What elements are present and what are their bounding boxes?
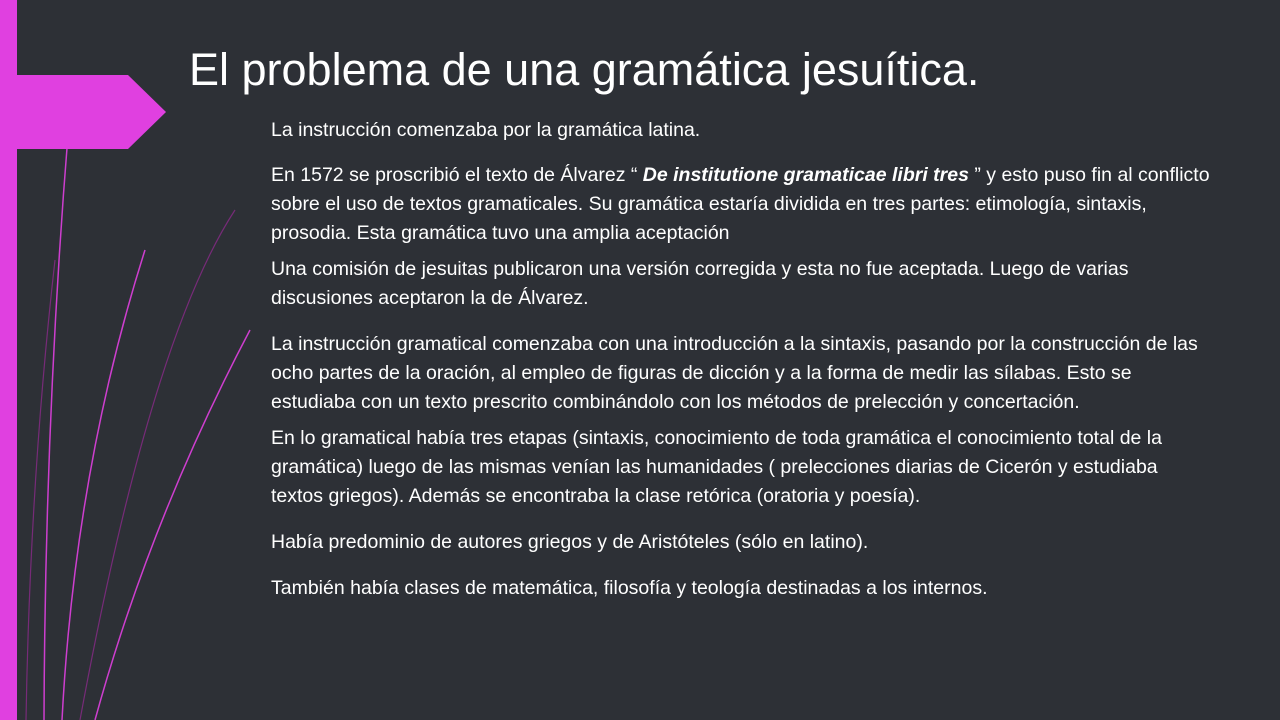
accent-bar bbox=[0, 0, 17, 720]
accent-line bbox=[62, 250, 145, 720]
paragraph: También había clases de matemática, filosofía y teología destinadas a los internos. bbox=[271, 577, 988, 599]
accent-line bbox=[44, 135, 68, 720]
slide-body bbox=[271, 116, 1211, 610]
accent-line bbox=[80, 210, 235, 720]
book-title-emphasis: De institutione gramaticae libri tres bbox=[642, 164, 969, 186]
paragraph-text: En 1572 se proscribió el texto de Álvarez “ bbox=[271, 164, 643, 186]
paragraph bbox=[271, 161, 1211, 248]
paragraph: En lo gramatical había tres etapas (sintaxis, conocimiento de toda gramática el conocimiento total de la gramática) luego de las mismas venían las humanidades ( prelecciones diarias de Cicerón y estudiaba textos griegos). Además se encontraba la clase retórica (oratoria y poesía). bbox=[271, 427, 1162, 507]
paragraph-text: ” y esto puso fin al conflicto sobre el uso de textos gramaticales. Su gramática estaría dividida en tres partes: etimología, sintaxis, prosodia. Esta gramática tuvo una amplia aceptación bbox=[271, 164, 1210, 244]
accent-line bbox=[26, 260, 55, 720]
paragraph: La instrucción comenzaba por la gramática latina. bbox=[271, 119, 701, 141]
paragraph: La instrucción gramatical comenzaba con una introducción a la sintaxis, pasando por la construcción de las ocho partes de la oración, al empleo de figuras de dicción y a la forma de medir las sílabas. Esto se estudiaba con un texto prescrito combinándolo con los métodos de prelección y concertación. bbox=[271, 333, 1198, 413]
paragraph: Había predominio de autores griegos y de Aristóteles (sólo en latino). bbox=[271, 531, 869, 553]
slide-title: El problema de una gramática jesuítica. bbox=[189, 44, 980, 95]
accent-arrow bbox=[17, 75, 166, 149]
paragraph: Una comisión de jesuitas publicaron una versión corregida y esta no fue aceptada. Luego de varias discusiones aceptaron la de Álvarez. bbox=[271, 258, 1129, 309]
accent-line bbox=[95, 330, 250, 720]
